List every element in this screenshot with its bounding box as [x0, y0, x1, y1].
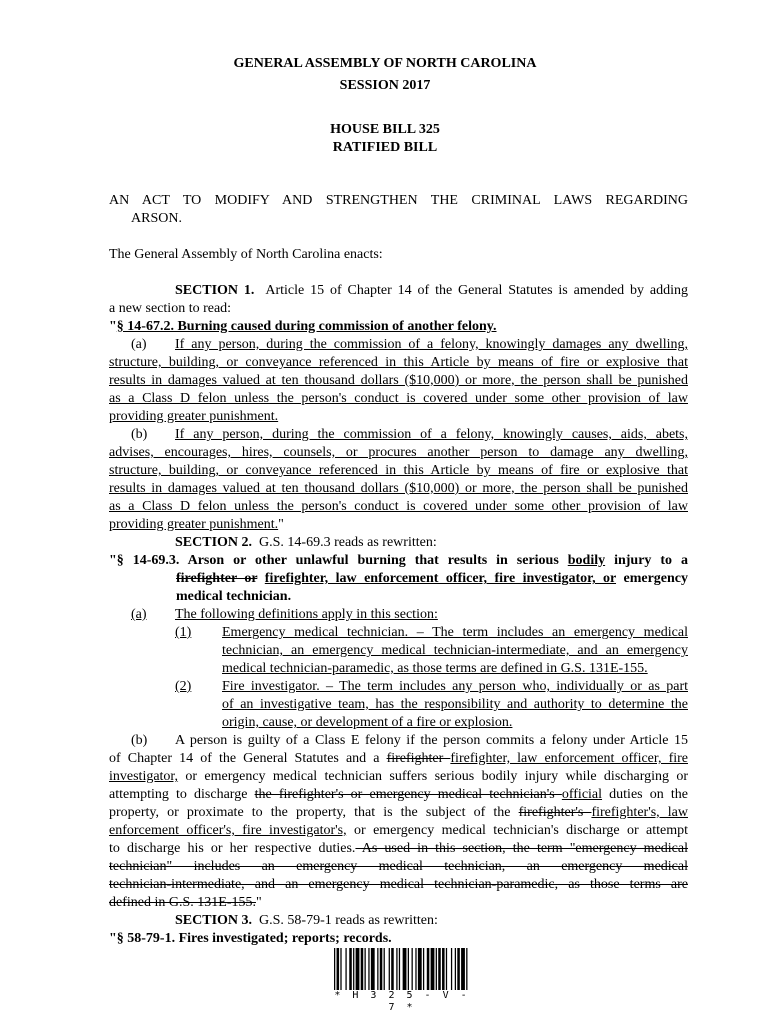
barcode-bar: [412, 948, 413, 990]
barcode-bar: [446, 948, 447, 990]
section-2-b-line-9-segment-1: ": [255, 895, 262, 910]
section-3-intro: SECTION 3. G.S. 58-79-1 reads as rewritten:: [175, 913, 438, 928]
barcode-bar: [334, 948, 335, 990]
section-2-heading-line-2: firefighter or firefighter, law enforcement officer, fire investigator, or emergency: [176, 571, 689, 586]
barcode-bar: [457, 948, 460, 990]
barcode-bar: [455, 948, 456, 990]
act-title-line-1: AN ACT TO MODIFY AND STRENGTHEN THE CRIMINAL LAWS REGARDING: [109, 193, 688, 208]
barcode-bar: [466, 948, 467, 990]
barcode-bar: [384, 948, 385, 990]
barcode-bar: [377, 948, 378, 990]
section-2-b-line-0-segment-0: A person is guilty of a Class E felony if the person commits a felony under Article 15: [175, 733, 688, 748]
section-2-subsection-a: (a) The following definitions apply in this section:: [131, 607, 438, 622]
section-1-subsection-b: (b) If any person, during the commission of a felony, knowingly causes, aids, abets, advises, encourages, hires, counsels, or procures another person to damage any dwelling, structure, building, or conveyance referenced in this Article by means of fire or explosive that results in damages valued at ten thousand dollars ($10,000) or more, the person shall be punished as a Class D felon unless the person's conduct is covered under some other provision of law providing greater punishment.": [109, 427, 688, 532]
session-title: SESSION 2017: [339, 78, 431, 93]
section-2-intro: SECTION 2. G.S. 14-69.3 reads as rewritten:: [175, 535, 437, 550]
section-1-heading: "§ 14-67.2. Burning caused during commission of another felony.: [109, 319, 497, 334]
section-2-b-line-1-segment-2: firefighter, law enforcement officer, fire: [450, 751, 688, 766]
section-2-b-line-7-segment-0: technician" includes an emergency medical technician, an emergency medical: [109, 859, 688, 874]
barcode-bar: [391, 948, 394, 990]
definition-1: Emergency medical technician. – The term includes an emergency medical technician, an emergency medical technician-intermediate, and an emergency medical technician-paramedic, as those terms are defined in G.S. 131E-155.: [222, 625, 688, 676]
section-2-b-line-3-segment-0: attempting to discharge: [109, 787, 255, 802]
section-2-b-line-1-segment-0: of Chapter 14 of the General Statutes and a: [109, 751, 387, 766]
barcode-text: * H 3 2 5 - V - 7 *: [334, 990, 470, 1013]
section-1-subsection-a: (a) If any person, during the commission of a felony, knowingly damages any dwelling, structure, building, or conveyance referenced in this Article by means of fire or explosive that results in damages valued at ten thousand dollars ($10,000) or more, the person shall be punished as a Class D felon unless the person's conduct is covered under some other provision of law providing greater punishment.: [109, 337, 688, 424]
barcode-bar: [340, 948, 341, 990]
section-2-heading-line-3: medical technician.: [176, 589, 292, 604]
subsection-b-label: (b): [131, 427, 148, 442]
barcode-bar: [403, 948, 407, 990]
barcode-bar: [438, 948, 441, 990]
section-1-intro-text: Article 15 of Chapter 14 of the General Statutes is amended by adding: [265, 283, 688, 298]
definition-1-number: (1): [175, 625, 192, 640]
barcode-bar: [408, 948, 409, 990]
section-2-b-line-6-segment-1: As used in this section, the term "emergency medical: [355, 841, 688, 856]
barcode-bar: [349, 948, 352, 990]
section-2-b-line-4-segment-2: firefighter's, law: [591, 805, 688, 820]
section-2-b-line-1-segment-1: firefighter: [386, 751, 451, 766]
barcode-bar: [418, 948, 422, 990]
barcode-bar: [361, 948, 364, 990]
assembly-title: GENERAL ASSEMBLY OF NORTH CAROLINA: [233, 56, 537, 71]
enacting-clause: The General Assembly of North Carolina enacts:: [109, 247, 383, 262]
section-1-intro: [109, 282, 688, 300]
barcode-bar: [368, 948, 369, 990]
section-2-b-line-5-segment-0: enforcement officer's, fire investigator's,: [109, 823, 347, 838]
section-2-b-line-3-segment-3: duties on the: [602, 787, 688, 802]
section-2-subsection-b: (b) A person is guilty of a Class E felony if the person commits a felony under Article 15 of Chapter 14 of the General Statutes and a firefighter firefighter, law enforcement officer, fire investigator, or emergency medical technician suffers serious bodily injury while discharging or attempting to discharge the firefighter's or emergency medical technician's official duties on the property, or proximate to the property, that is the subject of the firefighter's firefighter's, law enforcement officer's, fire investigator's, or emergency medical technician's discharge or attempt to discharge his or her respective duties. As used in this section, the term "emergency medical technician" includes an emergency medical technician, an emergency medical technician-intermediate, and an emergency medical technician-paramedic, as those terms are defined in G.S. 131E-155.": [109, 733, 688, 910]
section-2-b-line-2-segment-0: investigator,: [109, 769, 179, 784]
barcode-bar: [423, 948, 424, 990]
section-2-b-line-2-segment-1: or emergency medical technician suffers serious bodily injury while discharging or: [178, 769, 688, 784]
barcode-bar: [337, 948, 340, 990]
barcode-bar: [415, 948, 416, 990]
section-2-b-line-4-segment-0: property, or proximate to the property, that is the subject of the: [109, 805, 519, 820]
barcode-bar: [431, 948, 435, 990]
barcode-bar: [389, 948, 390, 990]
section-2-b-line-6-segment-0: to discharge his or her respective duties.: [109, 841, 356, 856]
barcode-bar: [356, 948, 360, 990]
section-2-heading-line-1: "§ 14-69.3. Arson or other unlawful burning that results in serious bodily injury to a: [109, 553, 688, 568]
section-2-b-line-8-segment-0: technician-intermediate, and an emergency medical technician-paramedic, as those terms are: [109, 877, 688, 892]
barcode-bar: [371, 948, 375, 990]
section-3-heading: "§ 58-79-1. Fires investigated; reports; records.: [109, 931, 392, 946]
barcode-bar: [380, 948, 383, 990]
barcode-bar: [365, 948, 366, 990]
section-2-b-line-3-segment-2: official: [561, 787, 603, 802]
barcode-image: [334, 948, 470, 990]
barcode-bar: [427, 948, 430, 990]
section-2-b-line-5-segment-1: or emergency medical technician's discharge or attempt: [346, 823, 688, 838]
section-1-heading-text: § 14-67.2. Burning caused during commission of another felony.: [116, 319, 497, 334]
bill-number: HOUSE BILL 325: [330, 122, 440, 137]
barcode-bar: [353, 948, 354, 990]
act-title-line-2: ARSON.: [131, 211, 182, 226]
barcode-bar: [345, 948, 346, 990]
section-1-intro-line-2: a new section to read:: [109, 301, 232, 316]
barcode-bar: [399, 948, 400, 990]
section-2-b-line-9-segment-0: defined in G.S. 131E-155.: [109, 895, 256, 910]
section-2-b-line-3-segment-1: the firefighter's or emergency medical technician's: [254, 787, 562, 802]
barcode-bar: [442, 948, 445, 990]
subsection-a-label: (a): [131, 337, 147, 352]
bill-status: RATIFIED BILL: [332, 140, 438, 155]
section-3-label: SECTION 3.: [175, 913, 253, 928]
barcode-bar: [436, 948, 437, 990]
barcode-bar: [461, 948, 465, 990]
barcode-bar: [451, 948, 452, 990]
barcode-bar: [396, 948, 397, 990]
section-2-b-line-4-segment-1: firefighter's: [518, 805, 592, 820]
definition-2-number: (2): [175, 679, 192, 694]
section-1-label: SECTION 1.: [175, 283, 255, 298]
section-2-label: SECTION 2.: [175, 535, 253, 550]
definition-2: Fire investigator. – The term includes any person who, individually or as part of an investigative team, has the responsibility and authority to determine the origin, cause, or development of a fire or explosion.: [222, 679, 688, 730]
